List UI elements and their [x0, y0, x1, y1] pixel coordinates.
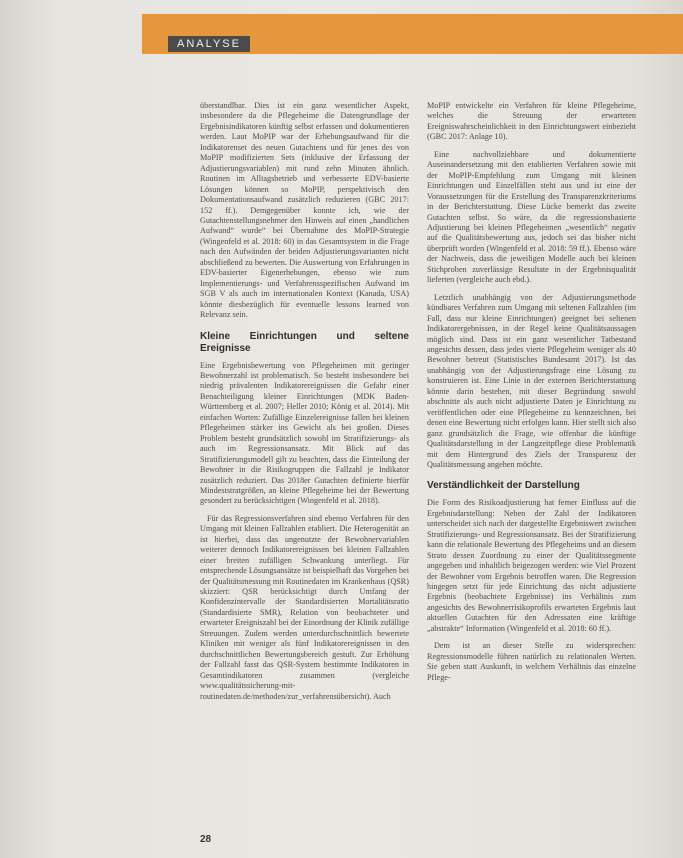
body-paragraph: überstandlbar. Dies ist ein ganz wesentlicher Aspekt, insbesondere da die Pflegeheime die Datengrundlage der Ergebnisindikatoren künftig selbst erfassen und dokumentieren werden. Laut MoPIP war der Erhebungsaufwand für die Indikatorenset des neuen Gutachtens und für jenes des von MoPIP modifizierten Sets (inklusive der Erfassung der Adjustierungsvariablen) mit rund zehn Minuten ähnlich. Routinen im Alltagsbetrieb und verbesserte EDV-basierte Lösungen können so MoPIP, perspektivisch den Dokumentationsaufwand zusätzlich reduzieren (GBC 2017: 152 ff.). Demgegenüber konnte ich, wie der Gutachtenstellungsnehmer den Hinweis auf einen „handlichen Aufwand“ wurde“ bei Übernahme des MoPIP-Strategie (Wingenfeld et al. 2018: 60) in das Gesamtsystem in die Frage nach den Aufwänden der beiden Adjustierungsvarianten nicht abschließend zu bewerten. Die Auswertung von Erfahrungen in EDV-basierter Eigenerhebungen, ebenso wie zum Implementierungs- und Verfahrensspezifischen Aufwand im SGB V als auch im internationalen Kontext (Kanada, USA) könnte diesbezüglich für eventuelle lessons learned von Relevanz sein. — [200, 101, 409, 320]
body-paragraph: Dem ist an dieser Stelle zu widersprechen: Regressionsmodelle führen natürlich zu relationalen Werten. Sie geben statt Auskunft, in welchem Verhältnis das einzelne Pflege- — [427, 641, 636, 682]
section-heading: Verständlichkeit der Darstellung — [427, 480, 580, 492]
body-paragraph: Eine Ergebnisbewertung von Pflegeheimen mit geringer Bewohnerzahl ist problematisch. So besteht insbesondere bei niedrig prävalenten Indikatorereignissen die Gefahr einer Benachteiligung kleiner Einrichtungen (MDK Baden-Württemberg et al. 2007; Heller 2010; König et al. 2014). Mit einfachen Worten: Zufällige Einzelereignisse fallen bei kleinen Pflegeheimen stärker ins Gewicht als bei großen. Dieses Problem besteht grundsätzlich sowohl im Stratifizierungs- als auch im Regressionsansatz. Mit Blick auf das Stratifizierungsmodell gilt zu beachten, dass die Einteilung der Bewohner in die Risikogruppen die Fallzahl je Indikator zusätzlich reduziert. Das 2018er Gutachten definierte hierfür Mindeststratgrößen, an kleine Pflegeheime bei der Bewertung gesondert zu berücksichtigen (Wingenfeld et al. 2018). — [200, 360, 409, 506]
body-paragraph: Die Form des Risikoadjustierung hat ferner Einfluss auf die Ergebnisdarstellung: Neben der Zahl der Indikatoren unterscheidet sich nach der dargestellte Ergebniswert zwischen Stratifizierungs- und Regressionsansatz. Bei der Stratifizierung kann die relationale Bewertung des Pflegeheims und an diesem Strato dessen Zuordnung zu einer der Qualitätssegmente angegeben und inhaltlich beigezogen werden: wie Viel Prozent der Bewohner vom Ergebnis betroffen waren. Die Regression hingegen setzt für jede Einrichtung das nicht adjustierte Ergebnis (beobachtete Ergebnisse) ins Verhältnis zum angesichts des Bewohnerrisikoprofils erwarteten Ergebnis laut aktuellen Gutachten für den Adressaten eine kräftige „abstrakte“ Information (Wingenfeld et al. 2018: 60 ff.). — [427, 498, 636, 633]
page-number: 28 — [200, 834, 212, 845]
section-heading: Kleine Einrichtungen und seltene Ereignisse — [200, 330, 409, 354]
body-paragraph: Letztlich unabhängig von der Adjustierungsmethode kündbares Verfahren zum Umgang mit seltenen Fallzahlen (im Fall, dass nur kleine Einrichtungen) geeignet bei seltenen Indikatorergebnissen, in der Regel keine Qualitätsaussagen möglich sind. Dass ist ein ganz wesentlicher Tatbestand angesichts dessen, dass jedes vierte Pflegeheim weniger als 40 Bewohner betreut (Statistisches Bundesamt 2017). Ist das unabhängig von der Adjustierungsfrage eine Lösung zu konstruieren ist. Eine Linie in der externen Berichterstattung könnte darin bestehen, mit dieser Begründung sowohl abschnitte als auch nicht adjustierte Daten je Einrichtung zu veröffentlichen oder eine Pflegeheime zu kennzeichnen, bei denen eine Bewertung nicht erfolgen kann. Hier stellt sich also ganz grundsätzlich die Frage, wie offenbar die künftige Qualitätsdarstellung in der Langzeitpflege diese Problematik mit dem Hintergrund des Ziels der Transparenz der Qualitätsmessung angehen möchte. — [427, 292, 636, 469]
body-paragraph: Eine nachvollziehbare und dokumentierte Auseinandersetzung mit den etablierten Verfahren sowie mit der MoPIP-Empfehlung zum Umgang mit kleinen Einrichtungen und Einzelfällen steht aus und ist eine der Voraussetzungen für die Erstellung des Transparenzkriteriums in der Berichterstattung. Diese Lücke bemerkt das zweite Gutachten selbst. So wäre, da die regressionsbasierte Adjustierung bei kleinen Pflegeheimen „wesentlich“ negativ auf die Qualitätsbewertung aus, jedoch sei das bisher nicht überprüft worden (Wingenfeld et al. 2018: 59 ff.). Ebenso wäre der Nachweis, dass die jeweiligen Modelle auch bei kleinen Stichproben zuverlässige Resultate in der Ergebnisqualität lieferten (vergleiche auch ebd.). — [427, 149, 636, 285]
left-column — [200, 101, 409, 709]
body-paragraph: MoPIP entwickelte ein Verfahren für kleine Pflegeheime, welches die Streuung der erwarteten Ereigniswahrscheinlichkeit in den Einrichtungswert einbezieht (GBC 2017: Anlage 10). — [427, 101, 636, 142]
body-paragraph: Für das Regressionsverfahren sind ebenso Verfahren für den Umgang mit kleinen Fallzahlen etabliert. Die Heterogenität an ist hierbei, dass das ungenutzte der Bewohnervariablen weiterer dennoch Indikatorereignissen bei kleinen Fallzahlen einer breiten zufälligen Schwankung unterliegt. Für entsprechende Lösungsansätze ist beispielhaft das Vorgehen bei der Qualitätsmessung mit Routinedaten im Krankenhaus (QSR) skizziert: QSR berücksichtigt durch Umfang der Konfidenzintervalle der Standardisierten Mortalitätsratio (Standardisierte SMR), Relation von beobachteter und erwarteter Ereigniszahl bei der Einordnung der Klinik zufällige Streuungen. Zudem werden unterdurchschnittlich bewertete Kliniken mit weniger als fünf Indikatorereignissen in den durchschnittlichen Bewertungsbereich gestuft. Zur Erhöhung der Fallzahl fasst das QSR-System bestimmte Indikatoren in Gesamtindikatoren zusammen (vergleiche www.qualitätssicherung-mit-routinedaten.de/methoden/zur_verfahrensübersicht). Auch — [200, 513, 409, 701]
section-label: ANALYSE — [168, 36, 250, 52]
right-column — [427, 101, 636, 690]
